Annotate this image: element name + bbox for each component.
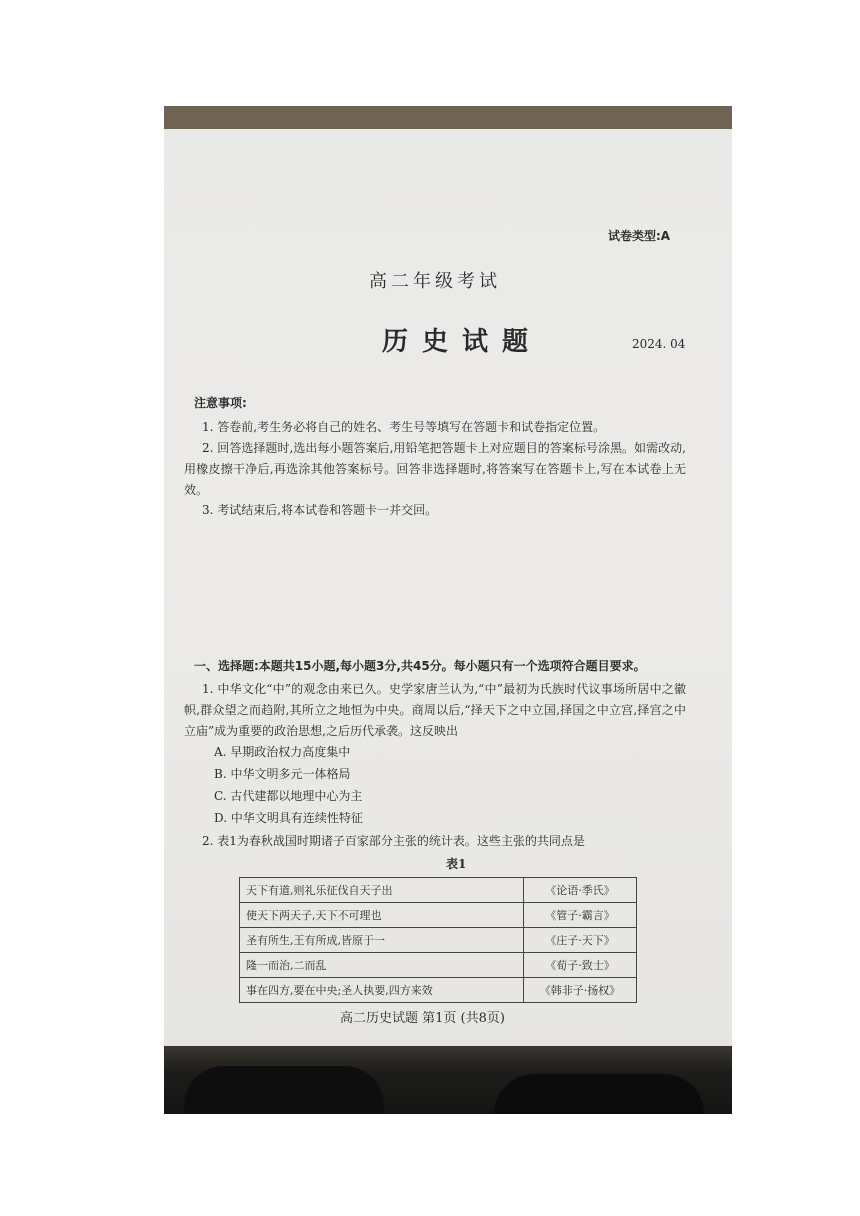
- table-cell-source: 《论语·季氏》: [524, 878, 637, 903]
- note-item-3: 3. 考试结束后,将本试卷和答题卡一并交回。: [202, 503, 438, 517]
- exam-title: 历史试题: [382, 327, 543, 357]
- table-row: [240, 978, 637, 1003]
- table-row: [240, 953, 637, 978]
- exam-date: 2024. 04: [632, 337, 686, 351]
- section-heading: 一、选择题:本题共15小题,每小题3分,共45分。每小题只有一个选项符合题目要求。: [194, 659, 646, 673]
- q1-option-b: B. 中华文明多元一体格局: [214, 767, 351, 781]
- q1-option-d: D. 中华文明具有连续性特征: [214, 811, 363, 825]
- q1-option-c: C. 古代建都以地理中心为主: [214, 789, 363, 803]
- table-cell-quote: 事在四方,要在中央;圣人执要,四方来效: [240, 978, 524, 1003]
- exam-photo: [164, 106, 732, 1114]
- table-caption: 表1: [446, 857, 467, 871]
- paper-type-label: 试卷类型:A: [608, 229, 671, 243]
- exam-paper: [164, 129, 732, 1054]
- note-item-1: 1. 答卷前,考生务必将自己的姓名、考生号等填写在答题卡和试卷指定位置。: [202, 420, 606, 434]
- note-item-2: 2. 回答选择题时,选出每小题答案后,用铅笔把答题卡上对应题目的答案标号涂黑。如需改动,用橡皮擦干净后,再选涂其他答案标号。回答非选择题时,将答案写在答题卡上,写在本试卷上无效。: [184, 441, 686, 497]
- table-cell-quote: 圣有所生,王有所成,皆原于一: [240, 928, 524, 953]
- table-cell-source: 《管子·霸言》: [524, 903, 637, 928]
- table-cell-quote: 使天下两天子,天下不可理也: [240, 903, 524, 928]
- page-footer: 高二历史试题 第1页 (共8页): [340, 1011, 505, 1026]
- table-cell-source: 《庄子·天下》: [524, 928, 637, 953]
- table-cell-quote: 隆一而治,二而乱: [240, 953, 524, 978]
- left-shoe: [184, 1066, 384, 1114]
- table-cell-source: 《荀子·致士》: [524, 953, 637, 978]
- doctrines-table: [239, 877, 637, 1003]
- q1-option-a: A. 早期政治权力高度集中: [214, 745, 351, 759]
- table-row: [240, 903, 637, 928]
- notes-heading: 注意事项:: [194, 396, 247, 410]
- table-cell-source: 《韩非子·扬权》: [524, 978, 637, 1003]
- table-cell-quote: 天下有道,则礼乐征伐自天子出: [240, 878, 524, 903]
- exam-subtitle: 高二年级考试: [369, 271, 501, 292]
- right-shoe: [494, 1074, 704, 1114]
- table-row: [240, 928, 637, 953]
- question-1-stem: 1. 中华文化“中”的观念由来已久。史学家唐兰认为,“中”最初为氏族时代议事场所居中之徽帜,群众望之而趋附,其所立之地恒为中央。商周以后,“择天下之中立国,择国之中立宫,择宫之中立庙”成为重要的政治思想,之后历代承袭。这反映出: [184, 682, 686, 738]
- table-row: [240, 878, 637, 903]
- question-2-stem: 2. 表1为春秋战国时期诸子百家部分主张的统计表。这些主张的共同点是: [202, 834, 585, 848]
